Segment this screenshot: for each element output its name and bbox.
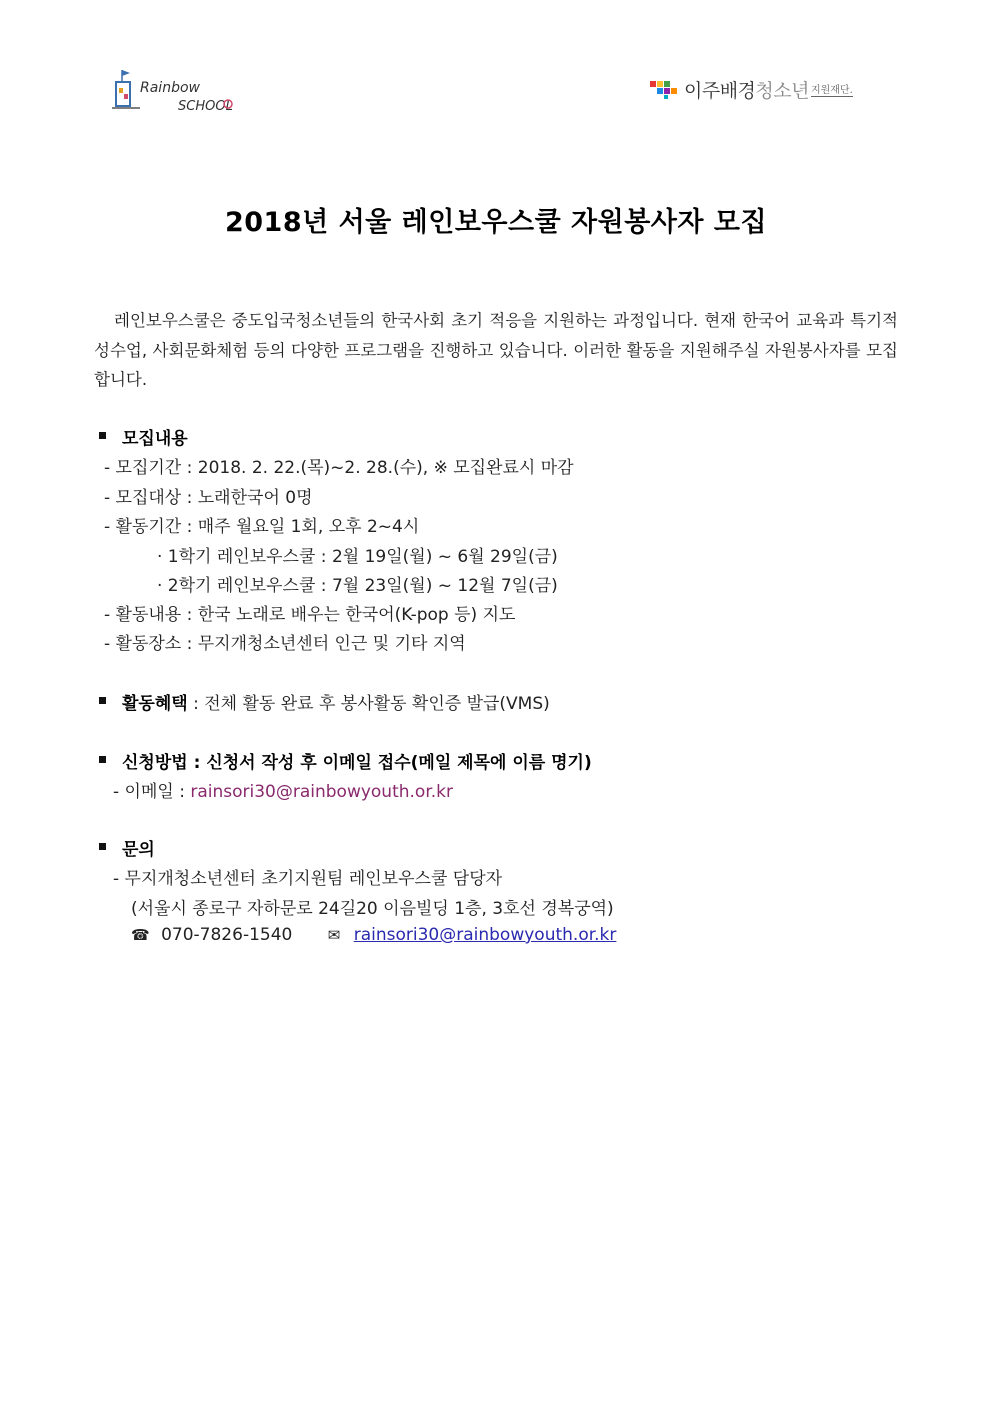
- svg-text:Rainbow: Rainbow: [140, 80, 200, 96]
- contact-info-line: [131, 925, 616, 945]
- contact-email-link[interactable]: rainsori30@rainbowyouth.or.kr: [353, 925, 617, 945]
- apply-email-line: [113, 777, 453, 802]
- activity-place: - 활동장소 : 무지개청소년센터 인근 및 기타 지역: [104, 634, 466, 654]
- foundation-sub: 지원재단.: [811, 81, 853, 97]
- email-label: - 이메일 :: [113, 782, 191, 802]
- rainbow-school-logo: [110, 68, 250, 118]
- phone-icon: ☎: [131, 926, 150, 944]
- semester-2: · 2학기 레인보우스쿨 : 7월 23일(월) ~ 12월 7일(금): [157, 576, 558, 596]
- semester-1: · 1학기 레인보우스쿨 : 2월 19일(월) ~ 6월 29일(금): [157, 547, 558, 567]
- activity-period: - 활동기간 : 매주 월요일 1회, 오후 2~4시: [104, 517, 420, 537]
- contact-heading: 문의: [122, 840, 155, 860]
- section-bullet: [99, 697, 106, 704]
- intro-paragraph: 레인보우스쿨은 중도입국청소년들의 한국사회 초기 적응을 지원하는 과정입니다. 현재 한국어 교육과 특기적성수업, 사회문화체험 등의 다양한 프로그램을 진행하고 있습니다. 이러한 활동을 지원해주실 자원봉사자를 모집합니다.: [94, 311, 898, 389]
- recruit-period: - 모집기간 : 2018. 2. 22.(목)~2. 28.(수), ※ 모집완료시 마감: [104, 458, 574, 478]
- contact-team: - 무지개청소년센터 초기지원팀 레인보우스쿨 담당자: [113, 869, 503, 889]
- section-bullet: [99, 756, 106, 763]
- contact-phone: 070-7826-1540: [161, 925, 293, 945]
- activity-content: - 활동내용 : 한국 노래로 배우는 한국어(K-pop 등) 지도: [104, 605, 516, 625]
- section-bullet: [99, 843, 106, 850]
- foundation-name: 이주배경청소년: [684, 79, 809, 102]
- apply-email-link[interactable]: rainsori30@rainbowyouth.or.kr: [190, 782, 453, 802]
- benefit-text: : 전체 활동 완료 후 봉사활동 확인증 발급(VMS): [187, 694, 550, 714]
- apply-heading: 신청방법 : 신청서 작성 후 이메일 접수(메일 제목에 이름 명기): [122, 753, 592, 773]
- benefit-line: [122, 689, 550, 714]
- contact-address: (서울시 종로구 자하문로 24길20 이음빌딩 1층, 3호선 경복궁역): [131, 899, 614, 919]
- svg-text:SCHOOL: SCHOOL: [178, 99, 233, 114]
- mail-icon: ✉: [327, 926, 341, 944]
- mosaic-logo-icon: [650, 79, 678, 99]
- benefit-heading: 활동혜택: [122, 694, 188, 714]
- page-title: 2018년 서울 레인보우스쿨 자원봉사자 모집: [224, 207, 768, 238]
- section-bullet: [99, 432, 106, 439]
- foundation-logo: [650, 74, 853, 104]
- recruit-heading: 모집내용: [122, 429, 188, 449]
- recruit-target: - 모집대상 : 노래한국어 0명: [104, 488, 313, 508]
